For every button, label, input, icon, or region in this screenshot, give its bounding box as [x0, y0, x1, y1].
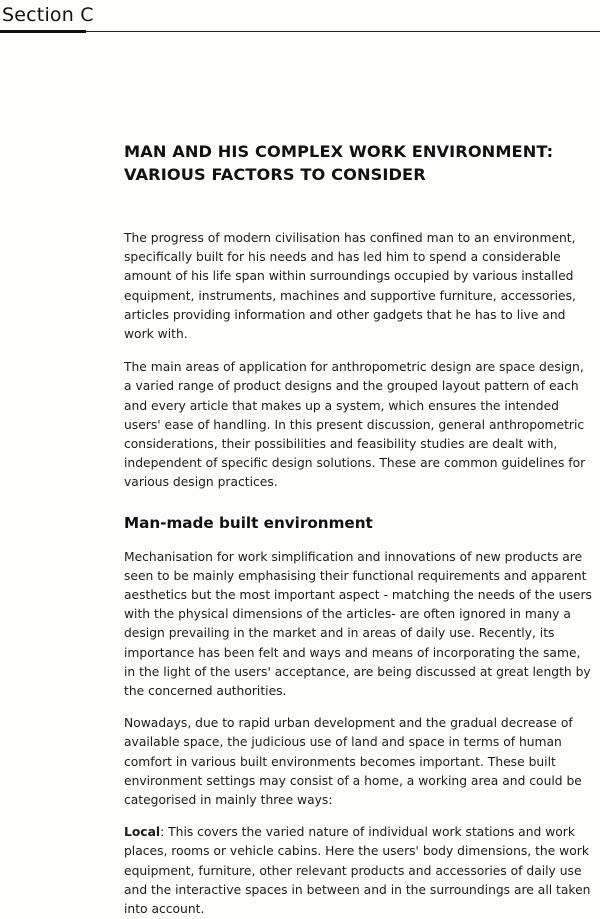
- paragraph-local: [124, 823, 592, 919]
- local-description: : This covers the varied nature of individual work stations and work places, rooms or vehicle cabins. Here the users' body dimensions, the work equipment, furniture, other relevant products and accessories of daily use and the interactive spaces in between and in the surroundings are all taken into account.: [124, 825, 591, 917]
- paragraph-urban-development: Nowadays, due to rapid urban development and the gradual decrease of available space, the judicious use of land and space in terms of human comfort in various built environments becomes important. These built environment settings may consist of a home, a working area and could be categorised in mainly three ways:: [124, 716, 582, 808]
- paragraph-mechanisation: Mechanisation for work simplification and innovations of new products are seen to be mainly emphasising their functional requirements and apparent aesthetics but the most important aspect - matching the needs of the users with the physical dimensions of the articles- are often ignored in many a design prevailing in the market and in areas of daily use. Recently, its importance has been felt and ways and means of incorporating the same, in the light of the users' acceptance, are being discussed at great length by the concerned authorities.: [124, 549, 592, 699]
- header-rule-thin: [86, 31, 600, 32]
- article-title: [124, 140, 592, 186]
- paragraph-intro: The progress of modern civilisation has confined man to an environment, specifically built for his needs and has led him to spend a considerable amount of his life span within surroundings occupied by various installed equipment, instruments, machines and supportive furniture, accessories, articles providing information and other gadgets that he has to live and work with.: [124, 231, 576, 342]
- local-term: Local: [124, 825, 161, 840]
- page-header: [0, 0, 600, 34]
- article-body: [124, 140, 592, 919]
- section-label: Section C: [2, 4, 94, 26]
- article-title-line-1: MAN AND HIS COMPLEX WORK ENVIRONMENT:: [124, 142, 554, 161]
- header-rule-thick: [0, 30, 86, 33]
- subheading-man-made-environment: Man-made built environment: [124, 513, 373, 532]
- article-title-line-2: VARIOUS FACTORS TO CONSIDER: [124, 165, 426, 184]
- paragraph-application-areas: The main areas of application for anthropometric design are space design, a varied range of product designs and the grouped layout pattern of each and every article that makes up a system, which ensures the intended users' ease of handling. In this present discussion, general anthropometric considerations, their possibilities and feasibility studies are dealt with, independent of specific design solutions. These are common guidelines for various design practices.: [124, 360, 586, 490]
